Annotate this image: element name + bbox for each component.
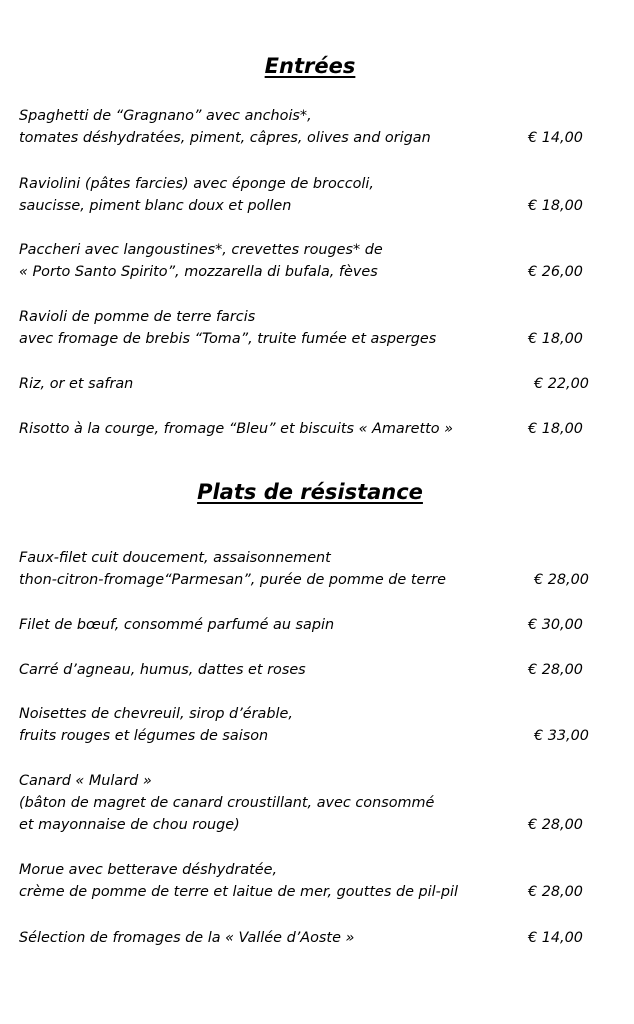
menu-item bbox=[19, 306, 619, 350]
menu-item bbox=[19, 373, 619, 395]
item-price: € 22,00 bbox=[534, 376, 589, 392]
item-price: € 28,00 bbox=[528, 884, 583, 900]
item-description: Faux-filet cuit doucement, assaisonnement bbox=[19, 550, 331, 566]
item-price: € 30,00 bbox=[528, 617, 583, 633]
section-title-entrees: Entrées bbox=[264, 54, 356, 78]
menu-item bbox=[19, 703, 619, 747]
menu-item bbox=[19, 859, 619, 903]
menu-item bbox=[19, 770, 619, 836]
item-description: crème de pomme de terre et laitue de mer, gouttes de pil-pil bbox=[19, 884, 458, 900]
item-description: Morue avec betterave déshydratée, bbox=[19, 862, 278, 878]
item-description: avec fromage de brebis “Toma”, truite fumée et asperges bbox=[19, 331, 437, 347]
item-description: Risotto à la courge, fromage “Bleu” et biscuits « Amaretto » bbox=[19, 421, 454, 437]
item-description: Canard « Mulard » bbox=[19, 773, 152, 789]
menu-item bbox=[19, 659, 619, 681]
item-price: € 18,00 bbox=[528, 331, 583, 347]
item-price: € 14,00 bbox=[528, 930, 583, 946]
item-price: € 28,00 bbox=[528, 662, 583, 678]
item-price: € 14,00 bbox=[528, 130, 583, 146]
item-description: Spaghetti de “Gragnano” avec anchois*, bbox=[19, 108, 312, 124]
item-description: thon-citron-fromage“Parmesan”, purée de pomme de terre bbox=[19, 572, 447, 588]
menu-item bbox=[19, 547, 619, 591]
item-description: Filet de bœuf, consommé parfumé au sapin bbox=[19, 617, 335, 633]
menu-item bbox=[19, 173, 619, 217]
item-description: (bâton de magret de canard croustillant, avec consommé bbox=[19, 795, 435, 811]
menu-item bbox=[19, 614, 619, 636]
item-description: Noisettes de chevreuil, sirop d’érable, bbox=[19, 706, 293, 722]
item-description: Riz, or et safran bbox=[19, 376, 134, 392]
item-description: fruits rouges et légumes de saison bbox=[19, 728, 269, 744]
item-description: Carré d’agneau, humus, dattes et roses bbox=[19, 662, 306, 678]
item-description: tomates déshydratées, piment, câpres, olives and origan bbox=[19, 130, 431, 146]
item-description: et mayonnaise de chou rouge) bbox=[19, 817, 240, 833]
item-description: saucisse, piment blanc doux et pollen bbox=[19, 198, 292, 214]
item-description: Sélection de fromages de la « Vallée d’Aoste » bbox=[19, 930, 355, 946]
item-description: Paccheri avec langoustines*, crevettes rouges* de bbox=[19, 242, 383, 258]
item-price: € 28,00 bbox=[534, 572, 589, 588]
menu-item bbox=[19, 927, 619, 949]
menu-item bbox=[19, 105, 619, 149]
menu-item bbox=[19, 418, 619, 440]
item-description: Raviolini (pâtes farcies) avec éponge de broccoli, bbox=[19, 176, 374, 192]
item-description: « Porto Santo Spirito”, mozzarella di bufala, fèves bbox=[19, 264, 378, 280]
item-price: € 18,00 bbox=[528, 421, 583, 437]
item-price: € 18,00 bbox=[528, 198, 583, 214]
item-price: € 26,00 bbox=[528, 264, 583, 280]
item-price: € 33,00 bbox=[534, 728, 589, 744]
menu-item bbox=[19, 239, 619, 283]
item-description: Ravioli de pomme de terre farcis bbox=[19, 309, 256, 325]
item-price: € 28,00 bbox=[528, 817, 583, 833]
section-title-plats: Plats de résistance bbox=[197, 480, 423, 504]
